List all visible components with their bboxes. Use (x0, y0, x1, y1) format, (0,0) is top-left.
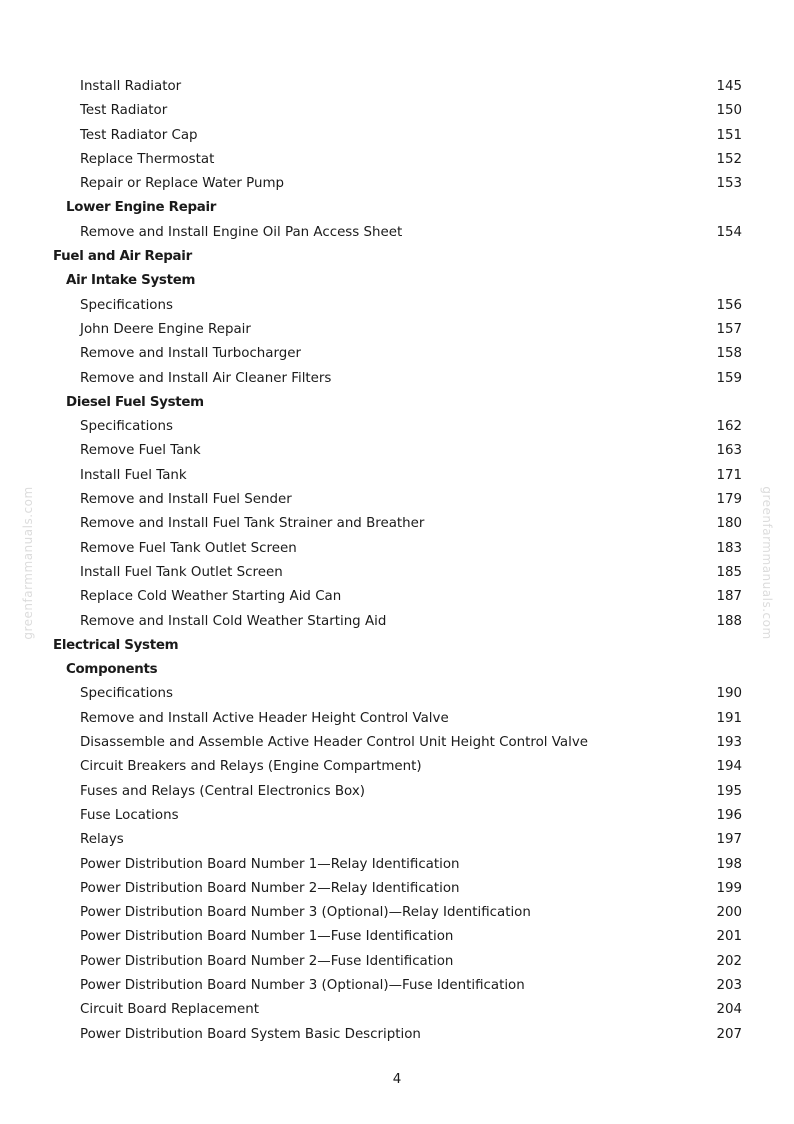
toc-entry[interactable] (0, 537, 794, 561)
toc-entry-title: Remove and Install Air Cleaner Filters (80, 370, 332, 386)
toc-entry[interactable] (0, 439, 794, 463)
toc-entry-page: 193 (716, 735, 742, 751)
toc-entry-page: 159 (716, 370, 742, 386)
toc-entry[interactable] (0, 925, 794, 949)
toc-entry-page: 198 (716, 856, 742, 872)
toc-entry-title: John Deere Engine Repair (80, 321, 251, 337)
toc-entry-page: 190 (716, 686, 742, 702)
toc-entry-title: Relays (80, 832, 124, 848)
watermark-right: greenfarmmanuals.com (760, 486, 774, 640)
toc-entry[interactable] (0, 512, 794, 536)
toc-entry-title: Power Distribution Board Number 2—Fuse Identification (80, 953, 454, 969)
toc-entry-title: Remove Fuel Tank Outlet Screen (80, 540, 297, 556)
toc-entry-title: Air Intake System (66, 273, 196, 289)
toc-entry-title: Install Fuel Tank (80, 467, 187, 483)
toc-entry[interactable] (0, 707, 794, 731)
toc-entry-page: 156 (716, 297, 742, 313)
toc-entry-page: 145 (716, 79, 742, 94)
toc-entry-page: 171 (716, 467, 742, 483)
toc-entry[interactable] (0, 682, 794, 706)
toc-entry-page: 151 (716, 127, 742, 143)
toc-entry[interactable] (0, 148, 794, 172)
toc-entry-page: 207 (716, 1026, 742, 1042)
toc-entry[interactable] (0, 75, 794, 99)
toc-entry[interactable] (0, 342, 794, 366)
toc-entry[interactable] (0, 877, 794, 901)
toc-entry-title: Test Radiator (80, 103, 168, 119)
toc-entry-title: Remove and Install Fuel Tank Strainer and Breather (80, 516, 425, 532)
toc-subsection-heading (0, 658, 794, 682)
toc-entry-title: Remove and Install Turbocharger (80, 346, 302, 362)
toc-entry[interactable] (0, 221, 794, 245)
toc-entry-page: 197 (716, 832, 742, 848)
toc-entry-title: Power Distribution Board Number 1—Relay Identification (80, 856, 460, 872)
toc-entry-page: 195 (716, 783, 742, 799)
toc-entry[interactable] (0, 172, 794, 196)
toc-entry-page: 196 (716, 807, 742, 823)
toc-entry[interactable] (0, 901, 794, 925)
toc-entry-page: 152 (716, 151, 742, 167)
toc-entry[interactable] (0, 998, 794, 1022)
toc-entry-title: Remove and Install Engine Oil Pan Access Sheet (80, 224, 403, 240)
toc-entry-title: Power Distribution Board System Basic Description (80, 1026, 421, 1042)
toc-entry-page: 150 (716, 103, 742, 119)
toc-entry-page: 187 (716, 589, 742, 605)
toc-entry[interactable] (0, 294, 794, 318)
toc-entry-title: Diesel Fuel System (66, 394, 204, 410)
toc-entry-page: 194 (716, 759, 742, 775)
toc-entry[interactable] (0, 318, 794, 342)
toc-entry-page: 188 (716, 613, 742, 629)
toc-entry-page: 191 (716, 710, 742, 726)
toc-entry[interactable] (0, 488, 794, 512)
toc-entry[interactable] (0, 367, 794, 391)
table-of-contents (0, 75, 794, 1047)
toc-entry-page: 157 (716, 321, 742, 337)
toc-entry-title: Replace Thermostat (80, 151, 215, 167)
toc-entry[interactable] (0, 853, 794, 877)
toc-subsection-heading (0, 196, 794, 220)
toc-entry-title: Fuel and Air Repair (53, 249, 192, 265)
toc-entry-title: Replace Cold Weather Starting Aid Can (80, 589, 342, 605)
toc-entry[interactable] (0, 585, 794, 609)
toc-entry-page: 183 (716, 540, 742, 556)
toc-entry[interactable] (0, 610, 794, 634)
toc-section-heading (0, 245, 794, 269)
toc-section-heading (0, 634, 794, 658)
toc-entry-page: 153 (716, 176, 742, 192)
toc-entry-title: Specifications (80, 419, 173, 435)
toc-entry[interactable] (0, 561, 794, 585)
toc-entry-title: Remove and Install Fuel Sender (80, 492, 292, 508)
toc-entry[interactable] (0, 415, 794, 439)
toc-entry-page: 179 (716, 492, 742, 508)
toc-entry-page: 154 (716, 224, 742, 240)
toc-entry-title: Test Radiator Cap (80, 127, 198, 143)
toc-subsection-heading (0, 391, 794, 415)
toc-entry-title: Lower Engine Repair (66, 200, 217, 216)
toc-entry-title: Fuses and Relays (Central Electronics Box) (80, 783, 365, 799)
toc-entry[interactable] (0, 828, 794, 852)
toc-entry-page: 204 (716, 1002, 742, 1018)
toc-entry-page: 180 (716, 516, 742, 532)
toc-entry[interactable] (0, 780, 794, 804)
toc-entry-title: Disassemble and Assemble Active Header Control Unit Height Control Valve (80, 735, 588, 751)
toc-entry-title: Remove Fuel Tank (80, 443, 201, 459)
toc-entry[interactable] (0, 950, 794, 974)
toc-entry[interactable] (0, 804, 794, 828)
toc-entry[interactable] (0, 99, 794, 123)
toc-entry-page: 200 (716, 905, 742, 921)
toc-entry-page: 163 (716, 443, 742, 459)
toc-entry-title: Circuit Board Replacement (80, 1002, 259, 1018)
toc-entry[interactable] (0, 124, 794, 148)
toc-entry-page: 158 (716, 346, 742, 362)
toc-entry-title: Fuse Locations (80, 807, 179, 823)
toc-entry-title: Remove and Install Cold Weather Starting Aid (80, 613, 387, 629)
toc-subsection-heading (0, 269, 794, 293)
toc-entry-title: Install Radiator (80, 79, 182, 94)
toc-entry[interactable] (0, 1023, 794, 1047)
toc-entry-title: Specifications (80, 297, 173, 313)
watermark-left: greenfarmmanuals.com (21, 486, 35, 640)
toc-entry-title: Specifications (80, 686, 173, 702)
toc-entry[interactable] (0, 464, 794, 488)
toc-entry[interactable] (0, 974, 794, 998)
toc-entry[interactable] (0, 755, 794, 779)
toc-entry-page: 203 (716, 977, 742, 993)
toc-entry[interactable] (0, 731, 794, 755)
toc-entry-title: Power Distribution Board Number 1—Fuse Identification (80, 929, 454, 945)
page-number: 4 (392, 1072, 402, 1087)
toc-entry-title: Power Distribution Board Number 3 (Optional)—Relay Identification (80, 905, 531, 921)
toc-entry-page: 185 (716, 564, 742, 580)
toc-entry-title: Power Distribution Board Number 3 (Optional)—Fuse Identification (80, 977, 525, 993)
toc-entry-title: Power Distribution Board Number 2—Relay Identification (80, 880, 460, 896)
toc-entry-title: Electrical System (53, 637, 179, 653)
toc-entry-title: Components (66, 662, 158, 678)
toc-entry-page: 201 (716, 929, 742, 945)
toc-entry-title: Repair or Replace Water Pump (80, 176, 285, 192)
toc-entry-title: Circuit Breakers and Relays (Engine Compartment) (80, 759, 422, 775)
toc-entry-title: Install Fuel Tank Outlet Screen (80, 564, 283, 580)
toc-entry-page: 162 (716, 419, 742, 435)
toc-entry-page: 202 (716, 953, 742, 969)
toc-entry-page: 199 (716, 880, 742, 896)
toc-entry-title: Remove and Install Active Header Height Control Valve (80, 710, 449, 726)
